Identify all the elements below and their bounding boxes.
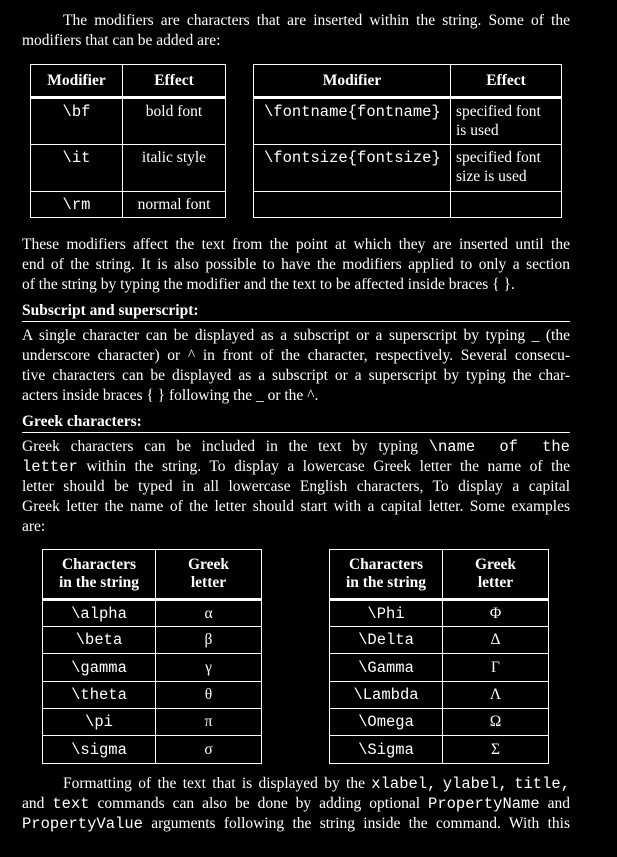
letter-cell: γ (156, 654, 262, 682)
section-rule (22, 321, 570, 322)
text-line: A single character can be displayed as a subscript or a superscript by typing _ (the (22, 327, 570, 344)
table-row (43, 682, 262, 709)
modifier-table-right (253, 64, 562, 218)
modifier-cell: \rm (31, 192, 123, 218)
text-line: end of the string. It is also possible to have the modifiers applied to only a section (22, 256, 570, 273)
name-cell: \sigma (43, 736, 156, 764)
subscript-heading: Subscript and superscript: (22, 302, 199, 319)
column-header: Modifier (254, 65, 451, 98)
letter-cell: Σ (443, 736, 549, 764)
table-row (43, 600, 262, 627)
letter-cell: Λ (443, 682, 549, 709)
letter-cell: θ (156, 682, 262, 709)
name-cell: \Omega (330, 709, 443, 736)
text-line: Formatting of the text that is displayed by the xlabel, ylabel, title, (63, 775, 571, 793)
intro-paragraph (22, 11, 570, 51)
subscript-paragraph (22, 326, 570, 406)
name-cell: \Phi (330, 600, 443, 627)
modifier-table-left (30, 64, 226, 218)
letter-cell: π (156, 709, 262, 736)
name-cell: \alpha (43, 600, 156, 627)
name-cell: \gamma (43, 654, 156, 682)
column-header: Characters in the string (43, 550, 156, 600)
name-cell: \pi (43, 709, 156, 736)
table-row (31, 192, 226, 218)
table-row (43, 654, 262, 682)
modifier-cell: \fontname{fontname} (254, 98, 451, 145)
name-cell: \Delta (330, 627, 443, 654)
table-row (254, 98, 562, 145)
letter-cell: Δ (443, 627, 549, 654)
table-row (43, 627, 262, 654)
effect-cell: specified font is used (451, 98, 562, 145)
table-row (330, 654, 549, 682)
column-header: Modifier (31, 65, 123, 98)
name-cell: \Sigma (330, 736, 443, 764)
table-row (254, 145, 562, 192)
column-header: Characters in the string (330, 550, 443, 600)
text-line: and text commands can also be done by adding optional PropertyName and (22, 795, 570, 813)
name-cell: \theta (43, 682, 156, 709)
name-cell: \beta (43, 627, 156, 654)
table-row (330, 709, 549, 736)
table-row (330, 600, 549, 627)
letter-cell: β (156, 627, 262, 654)
table-row (43, 709, 262, 736)
table-row (254, 192, 562, 218)
modifier-cell: \it (31, 145, 123, 192)
effect-cell: specified font size is used (451, 145, 562, 192)
empty-cell (254, 192, 451, 218)
column-header: Effect (451, 65, 562, 98)
letter-cell: α (156, 600, 262, 627)
text-line: These modifiers affect the text from the point at which they are inserted until the (22, 236, 570, 253)
effect-cell: normal font (123, 192, 226, 218)
table-row (330, 627, 549, 654)
text-line: modifiers that can be added are: (22, 32, 221, 49)
greek-heading: Greek characters: (22, 413, 142, 430)
text-line: of the string by typing the modifier and the text to be affected inside braces { }. (22, 276, 515, 293)
greek-paragraph (22, 437, 570, 537)
table-row (330, 682, 549, 709)
table-row (31, 145, 226, 192)
text-line: acters inside braces { } following the _ or the ^. (22, 387, 319, 404)
modifier-cell: \bf (31, 98, 123, 145)
closing-paragraph (22, 774, 570, 834)
text-line: Greek characters can be included in the text by typing \name of the (22, 438, 570, 456)
effect-cell: bold font (123, 98, 226, 145)
letter-cell: Γ (443, 654, 549, 682)
greek-table-right (329, 549, 549, 764)
text-line: The modifiers are characters that are inserted within the string. Some of the (63, 12, 570, 29)
table-row (31, 98, 226, 145)
modifier-cell: \fontsize{fontsize} (254, 145, 451, 192)
text-line: are: (22, 518, 46, 535)
text-line: Greek letter the name of the letter should start with a capital letter. Some examples (22, 498, 570, 515)
section-rule (22, 432, 570, 433)
table-row (330, 736, 549, 764)
column-header: Greek letter (443, 550, 549, 600)
name-cell: \Lambda (330, 682, 443, 709)
text-line: underscore character) or ^ in front of the character, respectively. Several consecu- (22, 347, 570, 364)
modifiers-scope-paragraph (22, 235, 570, 295)
letter-cell: σ (156, 736, 262, 764)
text-line: tive characters can be displayed as a subscript or a superscript by typing the char- (22, 367, 570, 384)
letter-cell: Ω (443, 709, 549, 736)
effect-cell: italic style (123, 145, 226, 192)
text-line: letter within the string. To display a lowercase Greek letter the name of the (22, 458, 571, 476)
name-cell: \Gamma (330, 654, 443, 682)
text-line: letter should be typed in all lowercase English characters, To display a capital (22, 478, 570, 495)
greek-table-left (42, 549, 262, 764)
letter-cell: Φ (443, 600, 549, 627)
empty-cell (451, 192, 562, 218)
table-row (43, 736, 262, 764)
column-header: Effect (123, 65, 226, 98)
column-header: Greek letter (156, 550, 262, 600)
text-line: PropertyValue arguments following the string inside the command. With this (22, 815, 571, 833)
